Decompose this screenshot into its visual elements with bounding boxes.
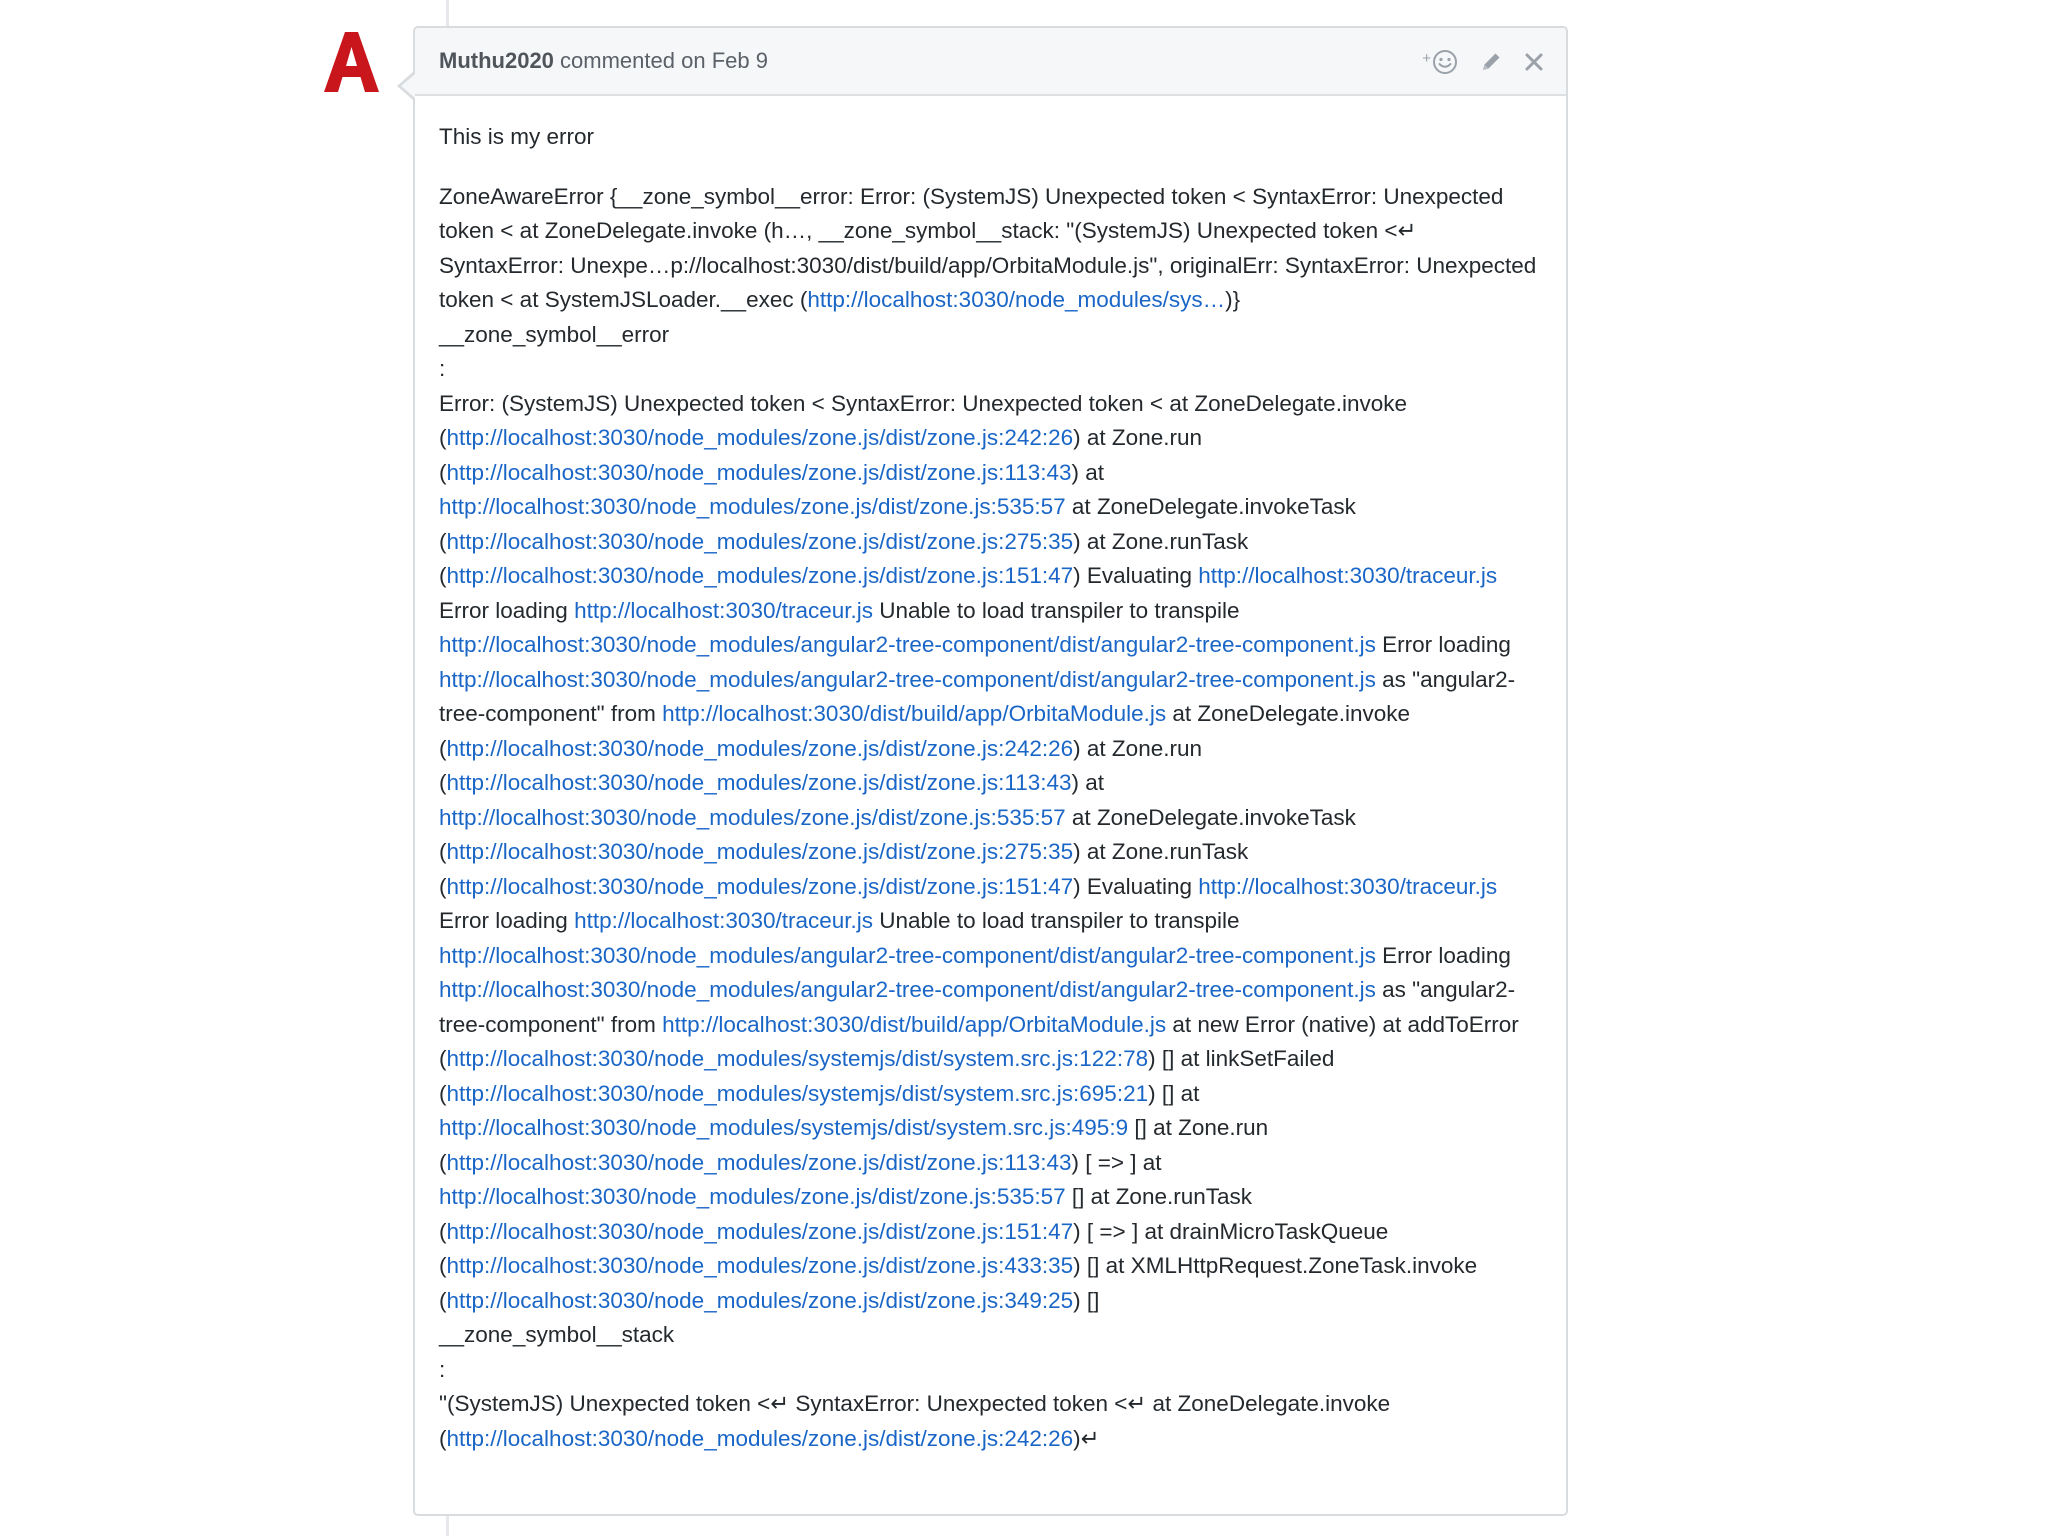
error-text: ) Evaluating bbox=[1073, 563, 1199, 588]
error-text: ) [] bbox=[1073, 1287, 1100, 1313]
avatar-logo-icon bbox=[318, 26, 384, 96]
error-link[interactable]: http://localhost:3030/node_modules/zone.js/dist/zone.js:242:26 bbox=[446, 1425, 1074, 1451]
error-link[interactable]: http://localhost:3030/dist/build/app/OrbitaModule.js bbox=[662, 701, 1167, 726]
error-text: ) at Zone.run ( bbox=[439, 425, 1202, 485]
error-text: )↵ bbox=[1073, 1425, 1100, 1451]
error-text: ) at Zone.runTask ( bbox=[439, 528, 1249, 588]
error-link[interactable]: http://localhost:3030/node_modules/angular2-tree-component/dist/angular2-tree-component.js bbox=[439, 632, 1376, 657]
error-link[interactable]: http://localhost:3030/traceur.js bbox=[1198, 873, 1498, 899]
add-reaction-button[interactable] bbox=[1422, 49, 1458, 75]
error-text: at new Error (native) at addToError ( bbox=[439, 1011, 1519, 1071]
error-text: [] at Zone.runTask ( bbox=[439, 1184, 1253, 1244]
error-text: ) [] at linkSetFailed ( bbox=[439, 1046, 1335, 1106]
plus-label: + bbox=[1422, 49, 1431, 67]
error-text: "(SystemJS) Unexpected token <↵ SyntaxError: Unexpected token <↵ at ZoneDelegate.invoke ( bbox=[439, 1391, 1391, 1451]
error-text: at ZoneDelegate.invokeTask ( bbox=[439, 804, 1356, 864]
error-link[interactable]: http://localhost:3030/node_modules/zone.js/dist/zone.js:535:57 bbox=[439, 1184, 1066, 1209]
error-link[interactable]: http://localhost:3030/node_modules/zone.js/dist/zone.js:242:26 bbox=[446, 425, 1074, 450]
error-link[interactable]: http://localhost:3030/node_modules/zone.js/dist/zone.js:242:26 bbox=[446, 735, 1074, 761]
pencil-icon bbox=[1478, 49, 1504, 75]
error-text: ) at bbox=[1071, 459, 1105, 485]
error-text: )} bbox=[1225, 287, 1241, 312]
error-link[interactable]: http://localhost:3030/node_modules/zone.js/dist/zone.js:535:57 bbox=[439, 804, 1066, 830]
error-link[interactable]: http://localhost:3030/node_modules/angular2-tree-component/dist/angular2-tree-component.js bbox=[439, 977, 1376, 1002]
edit-comment-button[interactable] bbox=[1478, 49, 1504, 75]
avatar[interactable] bbox=[318, 26, 384, 96]
comment-action-text: commented on bbox=[560, 48, 706, 73]
error-text: __zone_symbol__error bbox=[439, 321, 670, 347]
error-link[interactable]: http://localhost:3030/traceur.js bbox=[574, 908, 874, 933]
comment-caret-inner bbox=[401, 74, 415, 98]
error-link[interactable]: http://localhost:3030/node_modules/systemjs/dist/system.src.js:122:78 bbox=[446, 1046, 1149, 1071]
comment-actions bbox=[1422, 46, 1546, 78]
error-text: ) Evaluating bbox=[1073, 873, 1199, 899]
error-text: ) at Zone.runTask ( bbox=[439, 839, 1249, 899]
comment-header bbox=[415, 28, 1566, 96]
error-link[interactable]: http://localhost:3030/node_modules/zone.js/dist/zone.js:113:43 bbox=[446, 770, 1072, 795]
error-text: at ZoneDelegate.invokeTask ( bbox=[439, 494, 1356, 554]
error-link[interactable]: http://localhost:3030/node_modules/angular2-tree-component/dist/angular2-tree-component.js bbox=[439, 942, 1376, 968]
comment-body bbox=[415, 96, 1566, 1476]
smiley-icon bbox=[1432, 49, 1458, 75]
error-link[interactable]: http://localhost:3030/node_modules/zone.js/dist/zone.js:535:57 bbox=[439, 494, 1066, 519]
error-link[interactable]: http://localhost:3030/node_modules/angular2-tree-component/dist/angular2-tree-component.js bbox=[439, 666, 1376, 692]
error-text: Error loading bbox=[1375, 942, 1511, 968]
error-text: : bbox=[439, 356, 446, 381]
error-link[interactable]: http://localhost:3030/node_modules/zone.js/dist/zone.js:113:43 bbox=[446, 459, 1072, 485]
error-text: : bbox=[439, 1356, 446, 1382]
error-link[interactable]: http://localhost:3030/node_modules/zone.js/dist/zone.js:113:43 bbox=[446, 1149, 1072, 1175]
error-message bbox=[439, 180, 1542, 1457]
error-link[interactable]: http://localhost:3030/node_modules/zone.js/dist/zone.js:433:35 bbox=[446, 1253, 1074, 1278]
error-link[interactable]: http://localhost:3030/traceur.js bbox=[574, 597, 874, 623]
error-text: ) at Zone.run ( bbox=[439, 735, 1202, 795]
error-link[interactable]: http://localhost:3030/dist/build/app/OrbitaModule.js bbox=[662, 1011, 1167, 1037]
error-text: ) [] at XMLHttpRequest.ZoneTask.invoke ( bbox=[439, 1253, 1478, 1313]
comment-meta bbox=[439, 48, 768, 74]
error-link[interactable]: http://localhost:3030/node_modules/zone.js/dist/zone.js:151:47 bbox=[446, 563, 1074, 588]
error-text: ) at bbox=[1071, 770, 1105, 795]
error-link[interactable]: http://localhost:3030/node_modules/sys… bbox=[807, 287, 1226, 312]
comment-date-link[interactable]: Feb 9 bbox=[711, 48, 768, 73]
error-text: [] at Zone.run ( bbox=[439, 1115, 1269, 1175]
error-text: Error loading bbox=[439, 908, 575, 933]
error-text: at ZoneDelegate.invoke ( bbox=[439, 701, 1411, 761]
error-text: ) [ => ] at drainMicroTaskQueue ( bbox=[439, 1218, 1389, 1278]
error-text: as "angular2-tree-component" from bbox=[439, 666, 1516, 726]
error-text: Error loading bbox=[439, 597, 575, 623]
error-text: as "angular2-tree-component" from bbox=[439, 977, 1516, 1037]
error-text: ) [ => ] at bbox=[1071, 1149, 1162, 1175]
close-icon bbox=[1522, 50, 1546, 74]
comment-intro: This is my error bbox=[439, 124, 595, 149]
error-link[interactable]: http://localhost:3030/node_modules/systemjs/dist/system.src.js:695:21 bbox=[446, 1080, 1149, 1106]
delete-comment-button[interactable] bbox=[1522, 50, 1546, 74]
error-link[interactable]: http://localhost:3030/node_modules/zone.js/dist/zone.js:349:25 bbox=[446, 1287, 1074, 1313]
error-link[interactable]: http://localhost:3030/node_modules/zone.js/dist/zone.js:275:35 bbox=[446, 528, 1074, 554]
error-link[interactable]: http://localhost:3030/traceur.js bbox=[1198, 563, 1498, 588]
error-text: Error loading bbox=[1375, 632, 1511, 657]
error-link[interactable]: http://localhost:3030/node_modules/systemjs/dist/system.src.js:495:9 bbox=[439, 1115, 1129, 1140]
error-link[interactable]: http://localhost:3030/node_modules/zone.js/dist/zone.js:151:47 bbox=[446, 873, 1074, 899]
error-text: Unable to load transpiler to transpile bbox=[873, 908, 1240, 933]
author-link[interactable]: Muthu2020 bbox=[439, 48, 554, 73]
comment bbox=[413, 26, 1568, 1516]
error-text: Unable to load transpiler to transpile bbox=[873, 597, 1240, 623]
error-text: Error: (SystemJS) Unexpected token < SyntaxError: Unexpected token < at ZoneDelegate.invoke ( bbox=[439, 390, 1407, 450]
error-text: __zone_symbol__stack bbox=[439, 1322, 675, 1347]
error-text: ZoneAwareError {__zone_symbol__error: Error: (SystemJS) Unexpected token < SyntaxError: Unexpected token < at ZoneDelegate.invoke (h…, __zone_symbol__stack: "(SystemJS) Unexpected token <↵ SyntaxError: Unexpe…p://localhost:3030/dist/build/app/OrbitaModule.js", originalErr: SyntaxError: Unexpected token < at SystemJSLoader.__exec ( bbox=[439, 183, 1537, 312]
error-text: ) [] at bbox=[1148, 1080, 1200, 1106]
error-link[interactable]: http://localhost:3030/node_modules/zone.js/dist/zone.js:151:47 bbox=[446, 1218, 1074, 1244]
error-link[interactable]: http://localhost:3030/node_modules/zone.js/dist/zone.js:275:35 bbox=[446, 839, 1074, 864]
